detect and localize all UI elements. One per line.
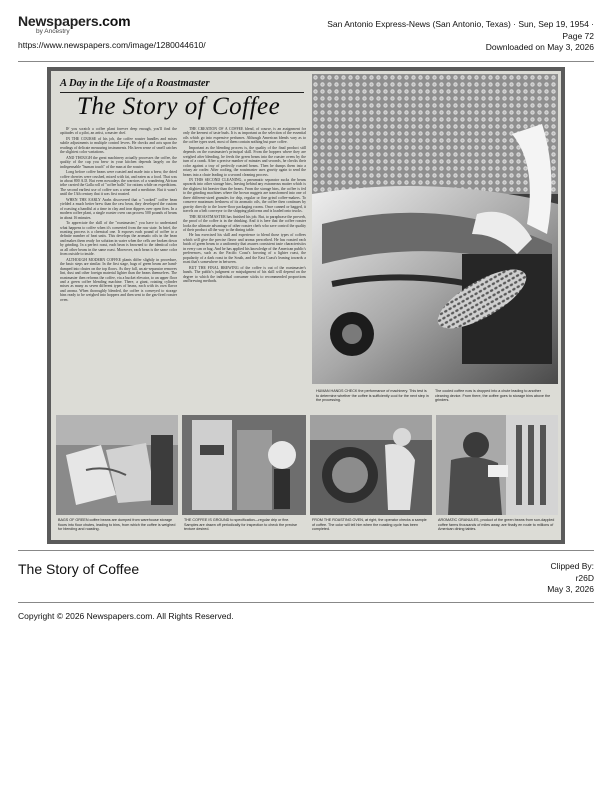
newsprint-page [51,71,561,540]
article-paragraph: Important as the blending process is, the quality of the final product still depends on the roastmaster's principal skill. From the hoppers where they are weighed after blending, he feeds the green beans into the roaster ovens by the turn of a crank. After a precise number of minutes and seconds, he checks their color against a tray of perfectly roasted beans. Then he dumps them into a rotary air cooler. After cooling, the roastmaster uses gravity again to send the beans into a chute leading to a second cleaning process. [183,145,306,177]
article-paragraph: IN THE COURSE of his job, the coffee roaster handles and mixes subtle adjustments to multiple control levers. He checks and acts upon the readings of delicate measuring instruments. His keen sense of smell catches the slightest color variations. [60,136,177,155]
publication-info [327,19,594,54]
caption-aromatic: AROMATIC GRANULES, product of the green beans from sun-dappled coffee farms thousands of miles away, are finally en route to millions of American dining tables. [438,518,555,532]
grinder-illustration [182,415,306,515]
clip-top-divider [18,550,594,551]
article-paragraph: THE CREATION OF A COFFEE blend, of course, is an assignment for only the keenest of taste buds. It is as important as the selection of the essential oils which go into expensive perfumes. Although American blends vary as to the coffee types used, most of them contain nothing but pure coffee. [183,127,306,145]
caption-bags: BAGS OF GREEN coffee beans are dumped from warehouse storage floors into floor chutes, leading to bins, from which the coffee is weighed for blending and roasting. [58,518,176,532]
roaster-machinery-illustration [312,74,558,384]
article-paragraph: WHEN THE EARLY Arabs discovered that a "cooked" coffee bean yielded a much better brew than the raw bean, they developed the custom of roasting a handful at a time in clay and iron dippers over open fires. In a modern coffee plant, a single roaster oven can process 500 pounds of beans in about 16 minutes. [60,197,177,220]
clip-info [547,561,594,596]
article-paragraph: BUT THE FINAL BREWING of the coffee is out of the roastmaster's hands. The public's judgment or misjudgment of his skill will depend on the degree to which the individual consumer sticks to recommended proportions and brewing methods. [183,265,306,283]
granules-photo [436,415,558,515]
copyright-notice: Copyright © 2026 Newspapers.com. All Rights Reserved. [18,611,234,621]
newspaper-clipping-scan[interactable] [47,67,565,544]
clipped-by-user[interactable]: r26D [575,572,594,583]
article-paragraph: THE ROASTMASTER has finished his job. But, to paraphrase the proverb, the proof of the coffee is in the drinking. And it is here that the coffee roaster looks the ultimate advantage of other roaster chefs who save control the quality of their product all the way to the dining table. [183,214,306,232]
article-paragraph: ALTHOUGH MODERN COFFEE plants differ slightly in procedure, the basic steps are similar. In the first stage, bags of green beans are hand-dumped into chutes on the top floors. As they fall, an air-separator removes lint, dust and other foreign material lighter than the beans themselves. The roastmaster then reforms the coffee, via a bucket elevator, to an upper floor and a green coffee blending machine. There, a giant, rotating cylinder mixes as many as seven different types of beans, each with its own flavor and aroma. When thoroughly blended, the coffee is conveyed to storage bins ready to be weighed into hoppers and then sent to the gas-fired roaster oven. [60,257,177,302]
article-paragraph: AND THOUGH the great machinery actually processes the coffee, the quality of the cup you brew in your kitchen depends largely on the indispensable "human touch" of the man at the roaster. [60,155,177,169]
roasting-oven-photo [310,415,432,515]
source-url[interactable]: https://www.newspapers.com/image/1280044610/ [18,40,206,50]
caption-human-hands: HUMAN HANDS CHECK the performance of machinery. This test is to determine whether the coffee is sufficiently cool for the next step in the processing. [316,389,429,403]
clip-date: May 3, 2026 [547,584,594,594]
caption-ground: THE COFFEE IS GROUND to specification—regular drip or fine. Samples are drawn off periodically for inspection to check the precise texture desired. [184,518,298,532]
article-column-1 [60,127,177,403]
publication-line: San Antonio Express-News (San Antonio, Texas) · Sun, Sep 19, 1954 · [327,19,594,29]
article-column-2 [183,127,306,403]
article-paragraph: IN THIS SECOND CLEANING, a pneumatic separator sucks the beans upwards into other storage bins, leaving behind any extraneous matter which is the slightest bit heavier than the beans. From the storage bins, the coffee is fed to the grinding machines where the brown nuggets are transformed into one of three different-sized granules for drip, regular or fine grind coffee-makers. To conserve maximum freshness of its aromatic oils, the coffee then continues by gravity directly to the lower-floor packaging rooms. Once canned or bagged, it travels on a belt conveyor to the shipping platforms and is loaded onto trucks. [183,177,306,214]
bags-illustration [56,415,178,515]
clip-title: The Story of Coffee [18,561,140,577]
logo-subtitle: by Ancestry [36,28,70,35]
article-paragraph: Long before coffee beans were roasted and made into a brew, the dried coffee cherries were crushed, mixed with fat, and eaten as a food. That was in about 800 A.D. But even nowadays the warriors of a wandering African tribe carried the Galla roll of "coffee balls" for rations while on expeditions. The second earliest use of coffee was a wine and a medicine. But it wasn't until the 13th century that it was first roasted. [60,170,177,197]
article-headline: The Story of Coffee [77,93,281,120]
grinder-photo [182,415,306,515]
newspapers-logo[interactable] [18,13,131,40]
caption-cooled-coffee: The cooled coffee now is dropped into a chute leading to another cleaning device. From there, the coffee goes to storage bins above the grinders. [435,389,551,403]
footer-divider [18,602,594,603]
clipped-by-label: Clipped By: [550,561,594,571]
article-paragraph: IF you scratch a coffee plant forever deep enough, you'll find the aptitudes of a pilot, an artist, a master chef. [60,127,177,136]
download-date: Downloaded on May 3, 2026 [485,42,594,52]
header-divider [18,61,594,62]
roaster-machinery-photo [312,74,558,384]
article-paragraph: He has exercised his skill and experience to blend those types of coffees which will give the precise flavor and aroma prescribed. He has roasted each batch of green beans to a uniformity that assures consistent taste characteristics in every can or bag. And he has applied his knowledge of the American public's preferences, such as the Pacific Coast's favoring of a lighter roast, the popularity of a dark roast in the South, and the East Coast's leaning towards a roast that's somewhere in between. [183,233,306,265]
article-paragraph: To appreciate the skill of the "roastmaster," you have to understand what happens to coffee when it's converted from the raw state. In brief, the roasting process is a chemical one. It exposes each pound of coffee to a definite number of heat units. This develops the aromatic oils in the bean and makes them ready for solution in water when the cells are broken down by grinding. In a perfect roast, each bean is browned to the identical color as all other beans in the same roast. Moreover, each bean is the same color from outside to inside. [60,221,177,257]
roasting-oven-illustration [310,415,432,515]
granules-illustration [436,415,558,515]
caption-roasting-oven: FROM THE ROASTING OVEN, at right, the operator checks a sample of coffee. The color will tell him when the roasting cycle has been completed. [312,518,427,532]
logo-suffix: .com [98,13,131,29]
bags-photo [56,415,178,515]
logo-text: Newspapers [18,13,99,29]
article-kicker: A Day in the Life of a Roastmaster [60,78,210,89]
page-number: Page 72 [562,30,594,41]
